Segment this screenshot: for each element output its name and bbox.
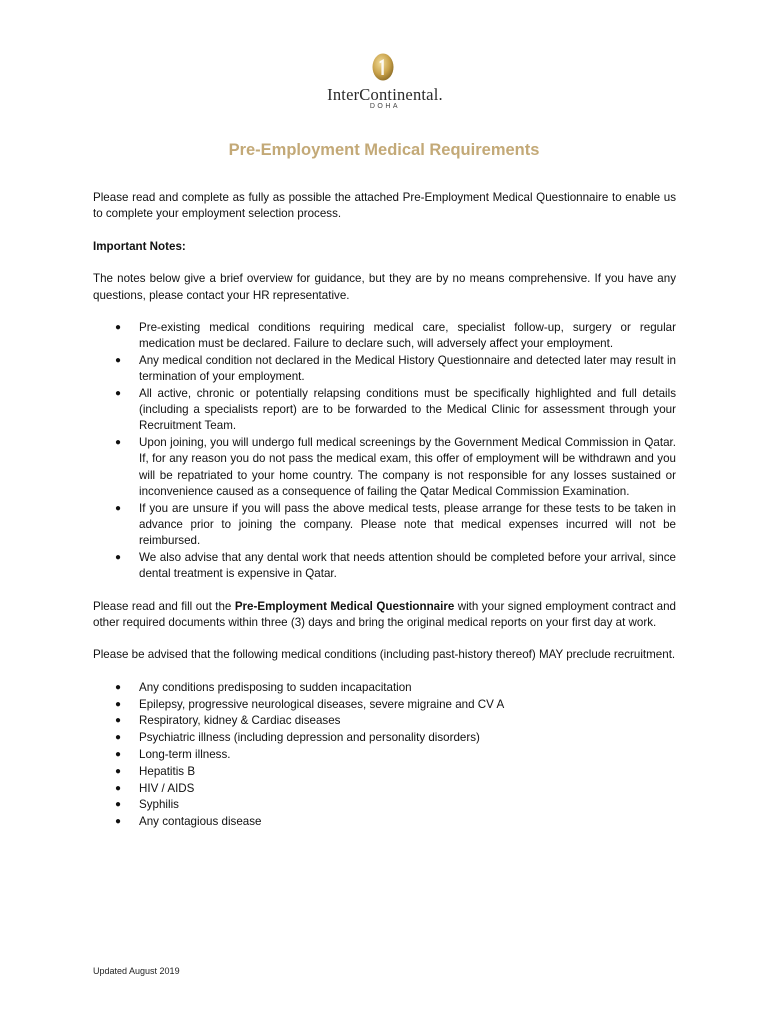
- notes-intro-paragraph: The notes below give a brief overview for guidance, but they are by no means comprehensive. If you have any questions, please contact your HR representative.: [93, 272, 676, 302]
- bullet-icon: ●: [115, 816, 122, 828]
- bullet-icon: ●: [115, 715, 122, 727]
- list-item-text: Pre-existing medical conditions requiring medical care, specialist follow-up, surgery or regular medication must be declared. Failure to declare such, will adversely affect your employment.: [139, 321, 676, 351]
- bullet-icon: ●: [115, 732, 122, 744]
- list-item: [93, 386, 676, 435]
- questionnaire-paragraph: [93, 599, 676, 632]
- list-item: [93, 550, 676, 583]
- logo-emblem-icon: [371, 52, 395, 82]
- logo-brand-text: InterContinental.: [327, 85, 443, 104]
- list-item: [93, 501, 676, 550]
- list-item-text: Any contagious disease: [139, 815, 262, 829]
- list-item-text: Respiratory, kidney & Cardiac diseases: [139, 714, 341, 728]
- bullet-icon: ●: [115, 698, 122, 710]
- list-item-text: Psychiatric illness (including depression and personality disorders): [139, 731, 480, 745]
- logo-location-text: DOHA: [369, 103, 401, 110]
- bullet-icon: ●: [115, 354, 122, 366]
- bullet-icon: ●: [115, 387, 122, 399]
- bullet-icon: ●: [115, 322, 122, 334]
- list-item: [93, 435, 676, 501]
- list-item-text: Epilepsy, progressive neurological diseases, severe migraine and CV A: [139, 697, 505, 711]
- list-item-text: If you are unsure if you will pass the above medical tests, please arrange for these tests to be taken in advance prior to joining the company. Please note that medical expenses incurred will not be reimbursed.: [139, 501, 676, 548]
- list-item-text: Long-term illness.: [139, 747, 231, 761]
- list-item: [93, 353, 676, 386]
- list-item: [93, 697, 676, 714]
- important-notes-heading: Important Notes:: [93, 239, 186, 253]
- list-item-text: Upon joining, you will undergo full medical screenings by the Government Medical Commission in Qatar. If, for any reason you do not pass the medical exam, this offer of employment will be withdrawn and you will be repatriated to your home country. The company is not responsible for any losses sustained or inconvenience caused as a consequence of failing the Qatar Medical Commission Examination.: [139, 435, 676, 499]
- bullet-icon: ●: [115, 681, 122, 693]
- bullet-icon: ●: [115, 502, 122, 514]
- list-item: [93, 814, 676, 831]
- footer-updated-date: Updated August 2019: [93, 966, 180, 976]
- bullet-icon: ●: [115, 782, 122, 794]
- questionnaire-text-before: Please read and fill out the: [93, 599, 235, 613]
- bullet-icon: ●: [115, 551, 122, 563]
- bullet-icon: ●: [115, 765, 122, 777]
- notes-list: [93, 320, 676, 583]
- page-title: Pre-Employment Medical Requirements: [228, 141, 540, 159]
- list-item: [93, 764, 676, 781]
- list-item: [93, 781, 676, 798]
- list-item-text: HIV / AIDS: [139, 781, 195, 795]
- list-item-text: Any conditions predisposing to sudden incapacitation: [139, 680, 412, 694]
- questionnaire-bold-text: Pre-Employment Medical Questionnaire: [234, 599, 455, 613]
- list-item-text: We also advise that any dental work that needs attention should be completed before your arrival, since dental treatment is expensive in Qatar.: [139, 550, 676, 581]
- list-item: [93, 680, 676, 697]
- list-item: [93, 797, 676, 814]
- list-item: [93, 320, 676, 353]
- list-item-text: Any medical condition not declared in the Medical History Questionnaire and detected later may result in termination of your employment.: [139, 353, 676, 384]
- document-body: [93, 190, 676, 847]
- list-item-text: All active, chronic or potentially relapsing conditions must be specifically highlighted and full details (including a specialists report) are to be forwarded to the Medical Clinic for assessment through your Recruitment Team.: [139, 386, 676, 433]
- bullet-icon: ●: [115, 748, 122, 760]
- questionnaire-text-after: with your signed employment contract and other required documents within three (3) days and bring the original medical reports on your first day at work.: [93, 599, 676, 629]
- list-item-text: Hepatitis B: [139, 764, 196, 778]
- bullet-icon: ●: [115, 436, 122, 448]
- conditions-intro-paragraph: Please be advised that the following medical conditions (including past-history thereof) MAY preclude recruitment.: [93, 648, 676, 662]
- list-item-text: Syphilis: [139, 798, 179, 812]
- bullet-icon: ●: [115, 799, 122, 811]
- list-item: [93, 730, 676, 747]
- list-item: [93, 713, 676, 730]
- intro-paragraph: Please read and complete as fully as possible the attached Pre-Employment Medical Questionnaire to enable us to complete your employment selection process.: [93, 191, 676, 221]
- intercontinental-logo: [300, 52, 470, 108]
- list-item: [93, 747, 676, 764]
- conditions-list: [93, 680, 676, 831]
